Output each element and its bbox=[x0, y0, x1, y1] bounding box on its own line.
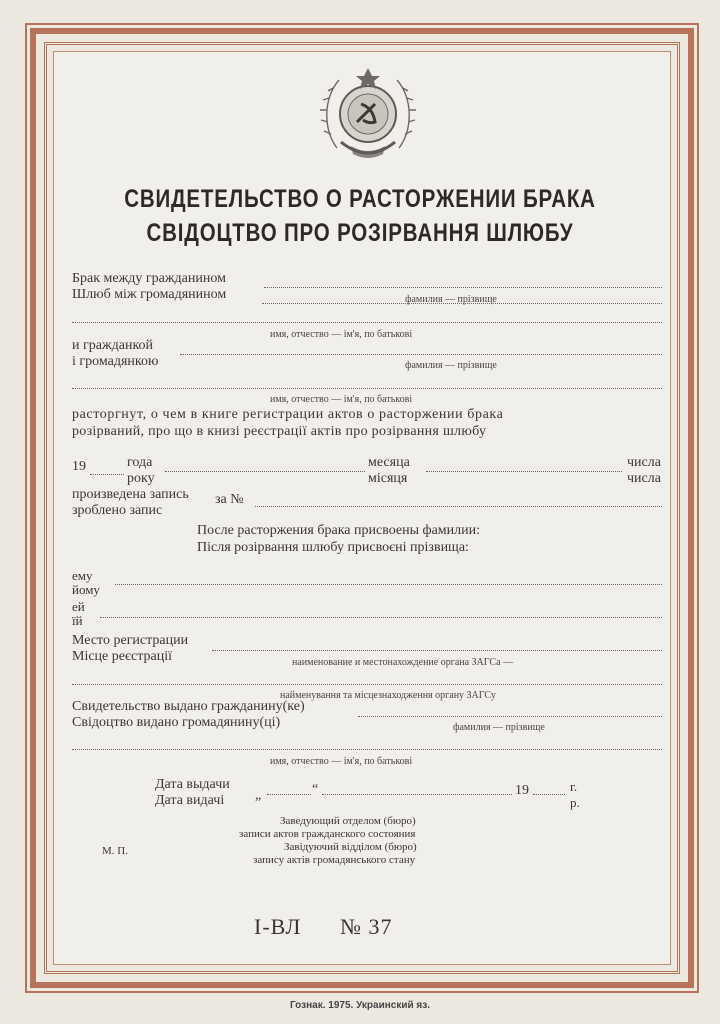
issue-date-label-ru: Дата выдачи bbox=[155, 777, 230, 792]
entry-number-field[interactable] bbox=[255, 506, 662, 507]
issued-label-uk: Свідоцтво видано громадянину(ці) bbox=[72, 715, 281, 730]
issue-date-label-uk: Дата видачі bbox=[155, 793, 225, 808]
husband-surname-field[interactable] bbox=[264, 287, 662, 288]
her-new-surname-field[interactable] bbox=[100, 617, 662, 618]
entry-label-uk: зроблено запис bbox=[72, 503, 163, 518]
head-title-uk: Завідуючий відділом (бюро) bbox=[284, 841, 417, 853]
month-field[interactable] bbox=[165, 471, 365, 472]
serial-series: I-ВЛ bbox=[254, 914, 302, 939]
ussr-emblem-icon bbox=[317, 64, 419, 170]
place-hint-ru: наименование и местонахождение органа ЗАГСа — bbox=[292, 657, 514, 668]
husband-name-hint: имя, отчество — ім'я, по батькові bbox=[270, 329, 413, 340]
day-field[interactable] bbox=[426, 471, 622, 472]
place-field[interactable] bbox=[212, 650, 662, 651]
record-text-uk: розірваний, про що в книзі реєстрації актів про розірвання шлюбу bbox=[72, 424, 487, 439]
wife-surname-field[interactable] bbox=[180, 354, 662, 355]
issued-name-hint: имя, отчество — ім'я, по батькові bbox=[270, 756, 413, 767]
issue-year-prefix: 19 bbox=[515, 783, 529, 798]
place-label-ru: Место регистрации bbox=[72, 633, 189, 648]
month-label-ru: месяца bbox=[368, 455, 410, 470]
serial-number: № 37 bbox=[340, 914, 393, 939]
issue-day-field[interactable] bbox=[267, 794, 311, 795]
issued-label-ru: Свидетельство выдано гражданину(ке) bbox=[72, 699, 305, 714]
him-new-surname-field[interactable] bbox=[115, 584, 662, 585]
record-text-ru: расторгнут, о чем в книге регистрации актов о расторжении брака bbox=[72, 407, 504, 422]
place-label-uk: Місце реєстрації bbox=[72, 649, 172, 664]
year-prefix: 19 bbox=[72, 459, 86, 474]
entry-label-ru: произведена запись bbox=[72, 487, 189, 502]
wife-label-uk: і громадянкою bbox=[72, 354, 159, 369]
title-ukrainian: СВІДОЦТВО ПРО РОЗІРВАННЯ ШЛЮБУ bbox=[146, 219, 574, 247]
day-label-uk: числа bbox=[627, 471, 661, 486]
month-label-uk: місяця bbox=[368, 471, 408, 486]
issue-year-uk: р. bbox=[570, 795, 580, 810]
issue-date-open-quote: „ bbox=[255, 788, 262, 803]
issued-surname-field[interactable] bbox=[358, 716, 662, 717]
wife-name-field[interactable] bbox=[72, 388, 662, 389]
surnames-heading-uk: Після розірвання шлюбу присвоєні прізвища: bbox=[197, 540, 469, 555]
seal-place-label: М. П. bbox=[102, 845, 128, 857]
him-label-uk: йому bbox=[72, 582, 100, 597]
husband-name-field[interactable] bbox=[72, 322, 662, 323]
surnames-heading-ru: После расторжения брака присвоены фамилии: bbox=[197, 523, 480, 538]
husband-label-ru: Брак между гражданином bbox=[72, 271, 226, 286]
dept-title-uk: запису актів громадянського стану bbox=[253, 854, 416, 866]
printer-imprint: Гознак. 1975. Украинский яз. bbox=[289, 1000, 430, 1011]
year-label-uk: року bbox=[127, 471, 155, 486]
place-hint-uk: найменування та місцезнаходження органу ЗАГСу bbox=[280, 690, 496, 701]
wife-label-ru: и гражданкой bbox=[72, 338, 154, 353]
issue-year-ru: г. bbox=[570, 779, 578, 794]
day-label-ru: числа bbox=[627, 455, 661, 470]
him-label-ru: ему bbox=[72, 568, 93, 583]
issue-month-field[interactable] bbox=[322, 794, 512, 795]
her-label-uk: їй bbox=[72, 613, 83, 628]
dept-title-ru: записи актов гражданского состояния bbox=[239, 828, 416, 840]
issue-date-close-quote: “ bbox=[312, 782, 319, 797]
wife-surname-hint: фамилия — прізвище bbox=[405, 360, 497, 371]
entry-number-label: за № bbox=[215, 492, 244, 507]
issued-name-field[interactable] bbox=[72, 749, 662, 750]
title-russian: СВИДЕТЕЛЬСТВО О РАСТОРЖЕНИИ БРАКА bbox=[124, 185, 596, 213]
year-field[interactable] bbox=[90, 474, 124, 475]
husband-surname-hint: фамилия — прізвище bbox=[405, 294, 497, 305]
her-label-ru: ей bbox=[72, 599, 85, 614]
issue-year-field[interactable] bbox=[533, 794, 565, 795]
place-field-2[interactable] bbox=[72, 684, 662, 685]
year-label-ru: года bbox=[127, 455, 153, 470]
husband-label-uk: Шлюб між громадянином bbox=[72, 287, 227, 302]
issued-surname-hint: фамилия — прізвище bbox=[453, 722, 545, 733]
wife-name-hint: имя, отчество — ім'я, по батькові bbox=[270, 394, 413, 405]
head-title-ru: Заведующий отделом (бюро) bbox=[280, 815, 416, 827]
